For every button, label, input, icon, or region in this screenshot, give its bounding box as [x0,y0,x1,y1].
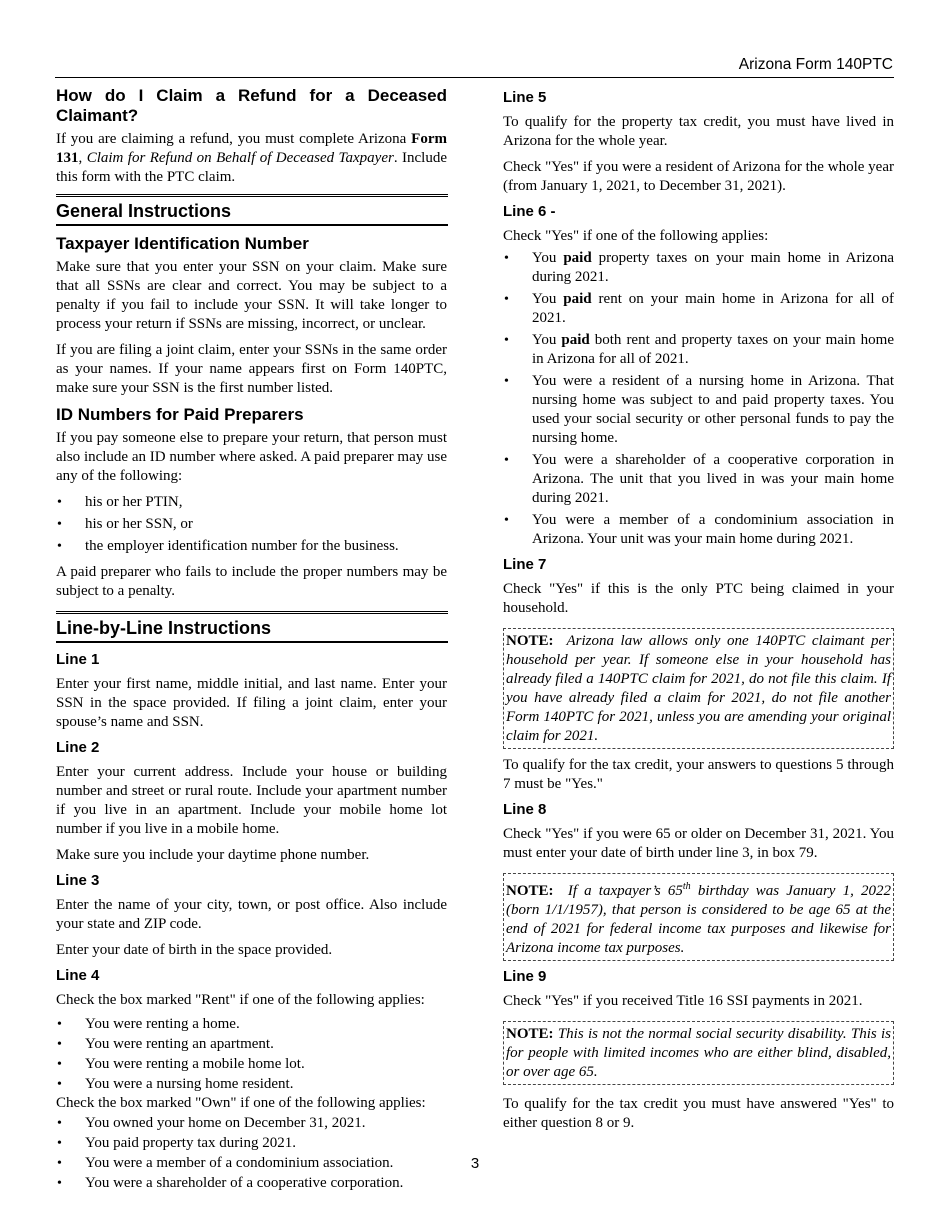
line-9-heading: Line 9 [503,968,547,985]
line-8-heading: Line 8 [503,801,547,818]
ssi-note [503,1021,894,1085]
list-item: • You owned your home on December 31, 2021. [56,1114,447,1133]
list-item: • his or her PTIN, [56,493,447,512]
header-divider [55,77,894,78]
line-7-heading: Line 7 [503,556,547,573]
line-4-rent-list [56,1015,447,1094]
list-item: • You paid property tax during 2021. [56,1134,447,1153]
tin-heading: Taxpayer Identification Number [56,234,309,253]
household-claim-note [503,628,894,749]
preparer-id-list [56,493,447,556]
list-item: • You were a member of a condominium association in Arizona. Your unit was your main home during 2021. [503,511,894,549]
line-5-heading: Line 5 [503,89,547,106]
general-instructions-heading: General Instructions [56,201,232,221]
line-5-paragraph-2: Check "Yes" if you were a resident of Arizona for the whole year (from January 1, 2021, to December 31, 2021). [503,159,894,194]
list-item: • You were a shareholder of a cooperative corporation in Arizona. The unit that you lived in was your main home during 2021. [503,451,894,508]
preparer-id-paragraph-1: If you pay someone else to prepare your return, that person must also include an ID number where asked. A paid preparer may use any of the following: [56,430,447,484]
list-item: • You paid property taxes on your main home in Arizona during 2021. [503,249,894,287]
qualify-paragraph-1: To qualify for the tax credit, your answers to questions 5 through 7 must be "Yes." [503,757,894,792]
note-text: NOTE: If a taxpayer’s 65th birthday was January 1, 2022 (born 1/1/1957), that person is considered to be age 65 at the end of 2021 for federal income tax purposes and likewise for Arizona income tax purposes. [506,881,892,956]
list-item: • You were a resident of a nursing home in Arizona. That nursing home was subject to and paid property taxes. You used your social security or other personal funds to pay the nursing home. [503,372,894,448]
list-item: • the employer identification number for the business. [56,537,447,556]
line-by-line-heading: Line-by-Line Instructions [56,618,272,638]
line-2-heading: Line 2 [56,739,100,756]
line-2-paragraph-2: Make sure you include your daytime phone number. [56,847,370,863]
list-item: • You were renting a home. [56,1015,447,1034]
line-9-paragraph: Check "Yes" if you received Title 16 SSI payments in 2021. [503,993,863,1009]
line-6-intro: Check "Yes" if one of the following applies: [503,228,769,244]
line-6-list [503,249,894,549]
form-title-header: Arizona Form 140PTC [738,56,893,73]
line-8-paragraph: Check "Yes" if you were 65 or older on December 31, 2021. You must enter your date of birth under line 3, in box 79. [503,826,894,861]
list-item: • You paid both rent and property taxes on your main home in Arizona for all of 2021. [503,331,894,369]
line-2-paragraph-1: Enter your current address. Include your house or building number and street or rural route. Include your apartment number if you live in an apartment. Include your mobile home lot number if you live in a mobile home. [56,764,447,837]
preparer-id-paragraph-2: A paid preparer who fails to include the proper numbers may be subject to a penalty. [56,564,447,599]
page-number: 3 [470,1155,480,1172]
line-4-heading: Line 4 [56,967,100,984]
line-4-own-list [56,1114,447,1193]
list-item: • You paid rent on your main home in Arizona for all of 2021. [503,290,894,328]
deceased-claimant-heading: How do I Claim a Refund for a Deceased Claimant? [56,86,447,125]
line-1-heading: Line 1 [56,651,100,668]
note-text: NOTE: This is not the normal social security disability. This is for people with limited incomes who are either blind, disabled, or over age 65. [506,1026,892,1080]
line-3-paragraph-1: Enter the name of your city, town, or post office. Also include your state and ZIP code. [56,897,447,932]
line-by-line-section [56,611,448,643]
general-instructions-section [56,194,448,226]
preparer-id-heading: ID Numbers for Paid Preparers [56,405,304,424]
line-6-heading: Line 6 - [503,203,556,220]
left-column [56,86,447,1200]
line-3-heading: Line 3 [56,872,100,889]
note-text: NOTE: Arizona law allows only one 140PTC claimant per household per year. If someone else in your household has already filed a 140PTC claim for 2021, do not file this claim. If you have already filed a claim for 2021, do not file another Form 140PTC for 2021, unless you are amending your original claim for 2021. [506,633,891,744]
deceased-claimant-paragraph: If you are claiming a refund, you must complete Arizona Form 131, Claim for Refund on Behalf of Deceased Taxpayer. Include this form with the PTC claim. [56,131,447,185]
list-item: • You were a nursing home resident. [56,1075,447,1094]
list-item: • You were a member of a condominium association. [56,1154,447,1173]
qualify-paragraph-2: To qualify for the tax credit you must have answered "Yes" to either question 8 or 9. [503,1096,894,1131]
line-1-paragraph: Enter your first name, middle initial, and last name. Enter your SSN in the space provided. If filing a joint claim, enter your spouse’s name and SSN. [56,676,447,730]
list-item: • You were renting an apartment. [56,1035,447,1054]
tin-paragraph-2: If you are filing a joint claim, enter your SSNs in the same order as your names. If your name appears first on Form 140PTC, make sure your SSN is the first number listed. [56,342,447,396]
list-item: • his or her SSN, or [56,515,447,534]
line-5-paragraph-1: To qualify for the property tax credit, you must have lived in Arizona for the whole year. [503,114,894,149]
list-item: • You were a shareholder of a cooperative corporation. [56,1174,447,1193]
line-3-paragraph-2: Enter your date of birth in the space provided. [56,942,333,958]
birthday-note [503,873,894,961]
line-4-own-intro: Check the box marked "Own" if one of the following applies: [56,1095,426,1111]
right-column [503,86,894,1140]
list-item: • You were renting a mobile home lot. [56,1055,447,1074]
tin-paragraph-1: Make sure that you enter your SSN on your claim. Make sure that all SSNs are clear and correct. You may be subject to a penalty if you fail to include your SSN. It will take longer to process your return if SSNs are missing, incorrect, or unclear. [56,259,447,332]
line-7-paragraph: Check "Yes" if this is the only PTC being claimed in your household. [503,581,894,616]
line-4-rent-intro: Check the box marked "Rent" if one of the following applies: [56,992,425,1008]
